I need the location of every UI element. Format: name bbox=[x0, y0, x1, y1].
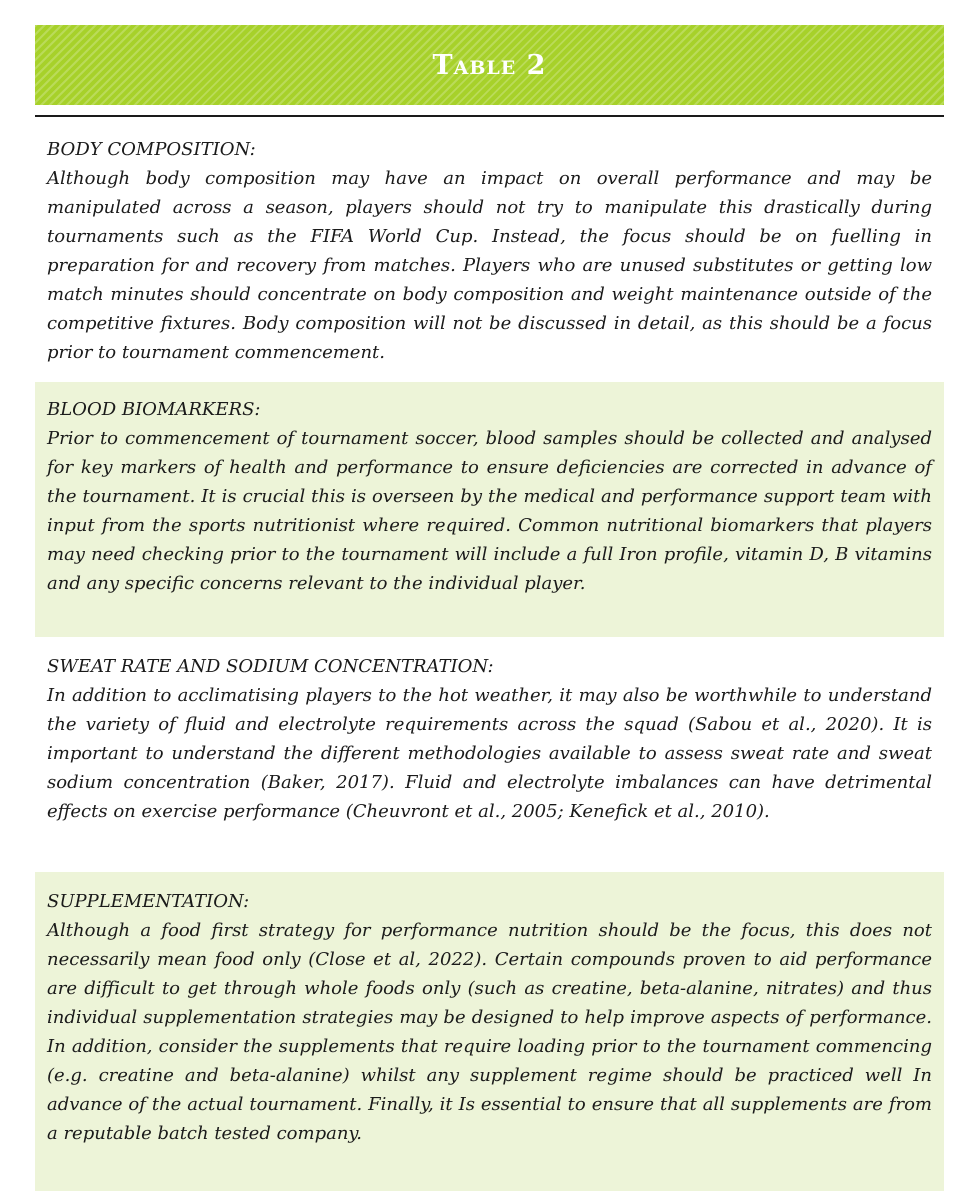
section-supplementation bbox=[35, 872, 944, 1191]
table-title: Table 2 bbox=[432, 49, 547, 81]
section-sweat-rate bbox=[35, 652, 944, 860]
section-body: Prior to commencement of tournament soccer, blood samples should be collected and analysed for key markers of health and performance to ensure deficiencies are corrected in advance of the tournament. It is crucial this is overseen by the medical and performance support team with input from the sports nutritionist where required. Common nutritional biomarkers that players may need checking prior to the tournament will include a full Iron profile, vitamin D, B vitamins and any specific concerns relevant to the individual player. bbox=[47, 428, 932, 594]
section-heading: SWEAT RATE AND SODIUM CONCENTRATION: bbox=[47, 656, 494, 677]
section-heading: SUPPLEMENTATION: bbox=[47, 891, 250, 912]
section-blood-biomarkers bbox=[35, 382, 944, 637]
section-body: Although a food first strategy for performance nutrition should be the focus, this does not necessarily mean food only (Close et al, 2022). Certain compounds proven to aid performance are difficult to get through whole foods only (such as creatine, beta-alanine, nitrates) and thus individual supplementation strategies may be designed to help improve aspects of performance. In addition, consider the supplements that require loading prior to the tournament commencing (e.g. creatine and beta-alanine) whilst any supplement regime should be practiced well In advance of the actual tournament. Finally, it Is essential to ensure that all supplements are from a reputable batch tested company. bbox=[47, 920, 932, 1144]
section-body: Although body composition may have an impact on overall performance and may be manipulated across a season, players should not try to manipulate this drastically during tournaments such as the FIFA World Cup. Instead, the focus should be on fuelling in preparation for and recovery from matches. Players who are unused substitutes or getting low match minutes should concentrate on body composition and weight maintenance outside of the competitive fixtures. Body composition will not be discussed in detail, as this should be a focus prior to tournament commencement. bbox=[47, 168, 932, 363]
section-body-composition bbox=[35, 135, 944, 367]
section-body: In addition to acclimatising players to the hot weather, it may also be worthwhile to understand the variety of fluid and electrolyte requirements across the squad (Sabou et al., 2020). It is important to understand the different methodologies available to assess sweat rate and sweat sodium concentration (Baker, 2017). Fluid and electrolyte imbalances can have detrimental effects on exercise performance (Cheuvront et al., 2005; Kenefick et al., 2010). bbox=[47, 685, 932, 822]
section-heading: BLOOD BIOMARKERS: bbox=[47, 399, 261, 420]
table-header-banner bbox=[35, 25, 944, 105]
section-heading: BODY COMPOSITION: bbox=[47, 139, 256, 160]
header-divider bbox=[35, 115, 944, 117]
